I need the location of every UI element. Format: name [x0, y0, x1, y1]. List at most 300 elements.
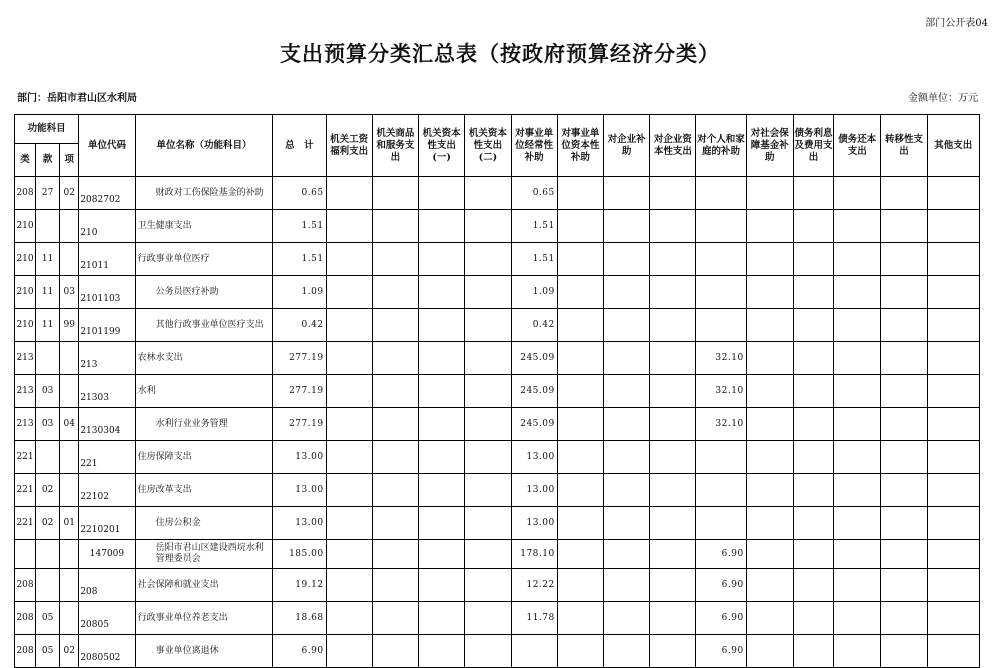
cell-kuan: 03 [36, 408, 60, 441]
cell-amount [746, 441, 793, 474]
cell-amount [557, 540, 603, 569]
cell-amount: 0.65 [511, 177, 557, 210]
cell-amount [557, 210, 603, 243]
cell-amount [603, 276, 649, 309]
cell-lei: 210 [15, 276, 36, 309]
cell-amount: 6.90 [696, 602, 746, 635]
cell-lei: 221 [15, 441, 36, 474]
cell-kuan: 03 [36, 375, 60, 408]
cell-amount [557, 276, 603, 309]
page-title: 支出预算分类汇总表（按政府预算经济分类） [280, 41, 720, 66]
cell-amount [881, 635, 927, 668]
cell-amount [696, 441, 746, 474]
cell-amount [557, 243, 603, 276]
cell-total: 6.90 [273, 635, 326, 668]
cell-unit-code: 21011 [79, 243, 135, 276]
cell-amount [834, 408, 881, 441]
cell-amount [650, 276, 696, 309]
cell-amount: 6.90 [696, 635, 746, 668]
cell-amount [326, 243, 372, 276]
cell-amount [603, 177, 649, 210]
cell-lei: 208 [15, 177, 36, 210]
cell-total: 19.12 [273, 569, 326, 602]
cell-amount [650, 177, 696, 210]
cell-amount [419, 507, 465, 540]
cell-amount [834, 635, 881, 668]
cell-amount: 12.22 [511, 569, 557, 602]
cell-amount: 178.10 [511, 540, 557, 569]
cell-unit-code: 2210201 [79, 507, 135, 540]
cell-amount [603, 602, 649, 635]
cell-amount [650, 243, 696, 276]
cell-amount [419, 408, 465, 441]
cell-lei: 210 [15, 309, 36, 342]
cell-unit-name: 住房保障支出 [135, 441, 273, 474]
cell-unit-name: 行政事业单位医疗 [135, 243, 273, 276]
cell-amount [419, 540, 465, 569]
cell-xiang [60, 441, 79, 474]
cell-amount [881, 177, 927, 210]
cell-amount [465, 408, 511, 441]
cell-amount [419, 375, 465, 408]
cell-amount [372, 177, 418, 210]
cell-amount [603, 441, 649, 474]
cell-amount [696, 507, 746, 540]
cell-amount [465, 474, 511, 507]
cell-unit-name: 行政事业单位养老支出 [135, 602, 273, 635]
cell-kuan: 11 [36, 309, 60, 342]
cell-kuan: 02 [36, 507, 60, 540]
cell-amount [372, 276, 418, 309]
cell-unit-code: 2101199 [79, 309, 135, 342]
cell-amount [326, 276, 372, 309]
cell-amount [650, 474, 696, 507]
cell-amount [465, 540, 511, 569]
cell-amount [834, 177, 881, 210]
header-col: 机关工资福利支出 [326, 115, 372, 177]
cell-amount [419, 177, 465, 210]
cell-amount: 245.09 [511, 342, 557, 375]
cell-amount [834, 375, 881, 408]
cell-total: 13.00 [273, 441, 326, 474]
cell-xiang [60, 210, 79, 243]
cell-amount [746, 309, 793, 342]
table-row [15, 602, 980, 635]
cell-amount: 32.10 [696, 375, 746, 408]
cell-amount [927, 602, 979, 635]
cell-amount [927, 210, 979, 243]
table-row [15, 342, 980, 375]
cell-amount [465, 507, 511, 540]
cell-amount [696, 210, 746, 243]
cell-amount [793, 569, 833, 602]
cell-amount [557, 635, 603, 668]
cell-amount [793, 441, 833, 474]
cell-xiang [60, 602, 79, 635]
cell-amount [465, 177, 511, 210]
cell-kuan [36, 210, 60, 243]
cell-total: 18.68 [273, 602, 326, 635]
cell-amount [326, 342, 372, 375]
header-kuan: 款 [36, 144, 60, 177]
cell-amount [881, 375, 927, 408]
cell-amount: 32.10 [696, 408, 746, 441]
table-row [15, 441, 980, 474]
cell-amount [372, 602, 418, 635]
header-col: 债务利息及费用支出 [793, 115, 833, 177]
cell-total: 1.09 [273, 276, 326, 309]
cell-amount [465, 210, 511, 243]
cell-amount [650, 408, 696, 441]
cell-amount [372, 342, 418, 375]
cell-amount [746, 540, 793, 569]
cell-amount [881, 507, 927, 540]
department-label: 部门：岳阳市君山区水利局 [17, 93, 137, 104]
cell-amount: 245.09 [511, 375, 557, 408]
cell-amount [696, 276, 746, 309]
cell-amount [372, 210, 418, 243]
cell-amount [326, 309, 372, 342]
table-row [15, 243, 980, 276]
cell-amount [326, 441, 372, 474]
header-xiang: 项 [60, 144, 79, 177]
cell-amount [834, 342, 881, 375]
cell-amount [927, 243, 979, 276]
cell-kuan: 11 [36, 276, 60, 309]
cell-unit-code: 20805 [79, 602, 135, 635]
cell-kuan: 27 [36, 177, 60, 210]
header-col: 其他支出 [927, 115, 979, 177]
cell-amount [326, 408, 372, 441]
cell-total: 277.19 [273, 342, 326, 375]
cell-amount [372, 474, 418, 507]
cell-amount [650, 342, 696, 375]
cell-amount [372, 309, 418, 342]
header-col: 对社会保障基金补助 [746, 115, 793, 177]
cell-amount: 11.78 [511, 602, 557, 635]
cell-amount [557, 309, 603, 342]
cell-kuan: 05 [36, 602, 60, 635]
cell-amount [881, 210, 927, 243]
cell-total: 13.00 [273, 474, 326, 507]
cell-amount [557, 602, 603, 635]
cell-amount [793, 635, 833, 668]
cell-amount [793, 540, 833, 569]
cell-unit-code: 2130304 [79, 408, 135, 441]
cell-amount [465, 441, 511, 474]
cell-total: 185.00 [273, 540, 326, 569]
cell-amount [372, 408, 418, 441]
cell-amount: 0.42 [511, 309, 557, 342]
cell-xiang: 99 [60, 309, 79, 342]
cell-amount [419, 635, 465, 668]
header-total: 总 计 [273, 115, 326, 177]
cell-amount [834, 540, 881, 569]
cell-amount [465, 309, 511, 342]
cell-amount [419, 210, 465, 243]
cell-amount [557, 177, 603, 210]
cell-amount: 32.10 [696, 342, 746, 375]
cell-kuan [36, 569, 60, 602]
table-row [15, 540, 980, 569]
table-row [15, 635, 980, 668]
cell-kuan [36, 540, 60, 569]
cell-amount: 245.09 [511, 408, 557, 441]
cell-unit-code: 22102 [79, 474, 135, 507]
cell-amount [746, 276, 793, 309]
cell-amount [603, 375, 649, 408]
cell-xiang [60, 474, 79, 507]
cell-lei: 213 [15, 342, 36, 375]
cell-unit-code: 213 [79, 342, 135, 375]
table-row [15, 309, 980, 342]
cell-unit-name: 事业单位离退休 [135, 635, 273, 668]
cell-amount [793, 243, 833, 276]
cell-xiang [60, 342, 79, 375]
cell-amount [927, 507, 979, 540]
cell-amount [465, 569, 511, 602]
cell-amount: 6.90 [696, 569, 746, 602]
cell-amount [372, 540, 418, 569]
cell-amount [465, 342, 511, 375]
form-number: 部门公开表04 [925, 18, 988, 29]
cell-amount [927, 177, 979, 210]
cell-amount [465, 602, 511, 635]
amount-unit-label: 金额单位：万元 [908, 93, 978, 104]
cell-amount [419, 276, 465, 309]
cell-amount [834, 602, 881, 635]
header-col: 债务还本支出 [834, 115, 881, 177]
cell-amount [650, 635, 696, 668]
cell-unit-code: 2080502 [79, 635, 135, 668]
cell-amount [881, 342, 927, 375]
cell-unit-code: 147009 [79, 540, 135, 569]
cell-amount [650, 309, 696, 342]
cell-amount [696, 474, 746, 507]
cell-amount [881, 569, 927, 602]
cell-amount [326, 375, 372, 408]
table-row [15, 276, 980, 309]
cell-lei: 208 [15, 569, 36, 602]
cell-unit-name: 住房改革支出 [135, 474, 273, 507]
cell-amount [746, 635, 793, 668]
cell-amount [326, 210, 372, 243]
cell-unit-code: 2101103 [79, 276, 135, 309]
cell-amount [746, 210, 793, 243]
cell-unit-name: 岳阳市君山区建设西垸水利管理委员会 [135, 540, 273, 569]
cell-xiang: 02 [60, 177, 79, 210]
cell-amount: 13.00 [511, 474, 557, 507]
cell-amount [419, 309, 465, 342]
cell-unit-code: 2082702 [79, 177, 135, 210]
cell-unit-code: 208 [79, 569, 135, 602]
cell-amount [419, 569, 465, 602]
cell-kuan [36, 441, 60, 474]
cell-total: 277.19 [273, 408, 326, 441]
cell-amount: 13.00 [511, 441, 557, 474]
header-col: 机关商品和服务支出 [372, 115, 418, 177]
cell-kuan: 11 [36, 243, 60, 276]
cell-amount [603, 210, 649, 243]
cell-lei: 208 [15, 602, 36, 635]
cell-amount [603, 507, 649, 540]
cell-amount [603, 309, 649, 342]
cell-unit-name: 水利 [135, 375, 273, 408]
cell-amount: 6.90 [696, 540, 746, 569]
cell-amount [326, 540, 372, 569]
cell-amount [834, 276, 881, 309]
cell-amount [326, 474, 372, 507]
cell-amount [793, 309, 833, 342]
cell-unit-name: 卫生健康支出 [135, 210, 273, 243]
cell-amount [927, 474, 979, 507]
cell-unit-name: 农林水支出 [135, 342, 273, 375]
header-col: 对事业单位资本性补助 [557, 115, 603, 177]
cell-amount [557, 408, 603, 441]
cell-amount [834, 441, 881, 474]
cell-xiang: 01 [60, 507, 79, 540]
cell-amount [557, 569, 603, 602]
cell-amount [834, 474, 881, 507]
cell-total: 13.00 [273, 507, 326, 540]
cell-amount [881, 441, 927, 474]
cell-amount [793, 507, 833, 540]
cell-unit-code: 221 [79, 441, 135, 474]
cell-amount [419, 474, 465, 507]
cell-amount [746, 602, 793, 635]
cell-amount [881, 243, 927, 276]
cell-unit-name: 水利行业业务管理 [135, 408, 273, 441]
cell-amount [746, 474, 793, 507]
table-row [15, 474, 980, 507]
cell-amount [793, 177, 833, 210]
cell-amount [746, 243, 793, 276]
cell-amount [927, 441, 979, 474]
cell-amount [372, 375, 418, 408]
cell-amount [372, 635, 418, 668]
cell-amount [603, 408, 649, 441]
cell-amount [927, 276, 979, 309]
cell-amount [372, 569, 418, 602]
cell-xiang [60, 243, 79, 276]
cell-amount [557, 507, 603, 540]
header-lei: 类 [15, 144, 36, 177]
cell-unit-name: 住房公积金 [135, 507, 273, 540]
header-unit-code: 单位代码 [79, 115, 135, 177]
header-col: 对个人和家庭的补助 [696, 115, 746, 177]
cell-amount [881, 602, 927, 635]
header-col: 对企业资本性支出 [650, 115, 696, 177]
header-col: 对企业补助 [603, 115, 649, 177]
cell-amount [465, 276, 511, 309]
cell-unit-name: 社会保障和就业支出 [135, 569, 273, 602]
cell-unit-name: 其他行政事业单位医疗支出 [135, 309, 273, 342]
cell-amount: 1.09 [511, 276, 557, 309]
table-row [15, 375, 980, 408]
cell-amount [326, 569, 372, 602]
cell-amount [650, 569, 696, 602]
cell-amount [650, 540, 696, 569]
cell-amount [465, 635, 511, 668]
cell-lei: 221 [15, 507, 36, 540]
budget-table [14, 114, 980, 668]
cell-amount [834, 210, 881, 243]
table-row [15, 210, 980, 243]
cell-unit-code: 210 [79, 210, 135, 243]
cell-amount [696, 177, 746, 210]
cell-amount [834, 507, 881, 540]
cell-amount [650, 375, 696, 408]
cell-amount [927, 569, 979, 602]
cell-xiang: 04 [60, 408, 79, 441]
cell-amount [746, 569, 793, 602]
table-row [15, 177, 980, 210]
header-col: 机关资本性支出(二) [465, 115, 511, 177]
cell-amount [793, 408, 833, 441]
cell-total: 1.51 [273, 243, 326, 276]
cell-amount [557, 474, 603, 507]
cell-amount [881, 276, 927, 309]
cell-amount [650, 602, 696, 635]
cell-amount [793, 210, 833, 243]
cell-amount [927, 408, 979, 441]
cell-amount [927, 375, 979, 408]
cell-lei [15, 540, 36, 569]
cell-amount [511, 635, 557, 668]
header-unit-name: 单位名称（功能科目） [135, 115, 273, 177]
cell-amount [419, 441, 465, 474]
cell-amount [746, 177, 793, 210]
cell-amount [881, 309, 927, 342]
cell-total: 1.51 [273, 210, 326, 243]
cell-amount [419, 602, 465, 635]
cell-amount [603, 635, 649, 668]
header-col: 机关资本性支出(一) [419, 115, 465, 177]
cell-amount [326, 507, 372, 540]
cell-amount: 13.00 [511, 507, 557, 540]
cell-amount [603, 540, 649, 569]
cell-amount [746, 507, 793, 540]
cell-amount [465, 243, 511, 276]
cell-lei: 221 [15, 474, 36, 507]
cell-unit-name: 财政对工伤保险基金的补助 [135, 177, 273, 210]
cell-amount: 1.51 [511, 243, 557, 276]
cell-amount [746, 408, 793, 441]
cell-amount [326, 177, 372, 210]
cell-amount [557, 441, 603, 474]
cell-unit-name: 公务员医疗补助 [135, 276, 273, 309]
cell-total: 277.19 [273, 375, 326, 408]
table-row [15, 507, 980, 540]
cell-amount [557, 342, 603, 375]
cell-amount [557, 375, 603, 408]
cell-amount [834, 243, 881, 276]
cell-amount [650, 507, 696, 540]
cell-amount [372, 243, 418, 276]
cell-amount [746, 342, 793, 375]
cell-kuan [36, 342, 60, 375]
cell-amount [793, 375, 833, 408]
cell-amount [465, 375, 511, 408]
cell-unit-code: 21303 [79, 375, 135, 408]
header-function-subject: 功能科目 [15, 115, 79, 144]
cell-lei: 210 [15, 210, 36, 243]
cell-lei: 210 [15, 243, 36, 276]
cell-amount [927, 342, 979, 375]
cell-amount [927, 540, 979, 569]
cell-amount [834, 569, 881, 602]
cell-total: 0.42 [273, 309, 326, 342]
